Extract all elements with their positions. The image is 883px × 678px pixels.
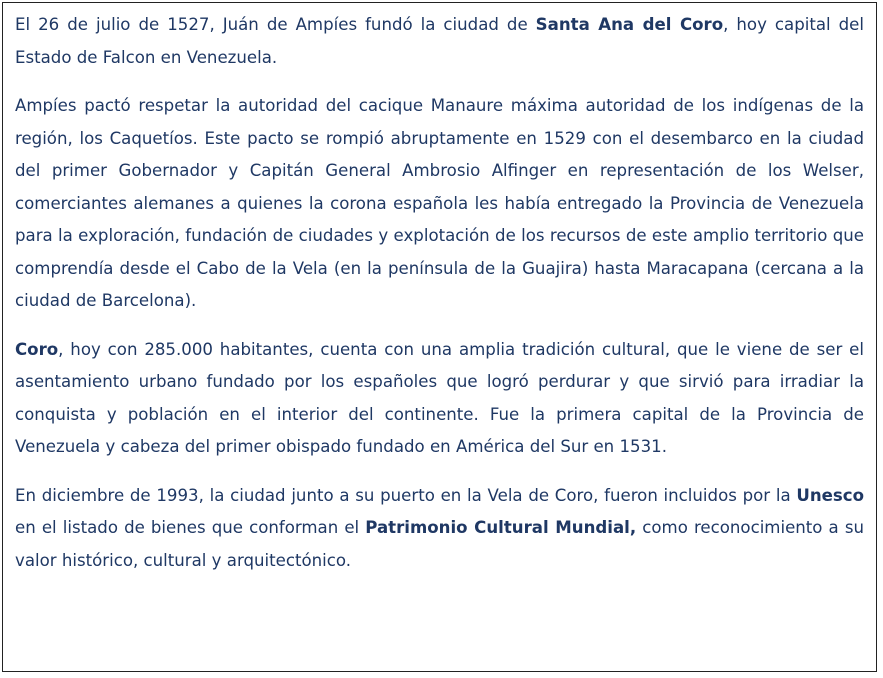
p1-text-2: , hoy capital del Estado de Falcon en Venezuela. xyxy=(15,15,864,67)
paragraph-pact xyxy=(15,90,864,318)
paragraph-coro xyxy=(15,334,864,464)
p1-bold-santa-ana: Santa Ana del Coro xyxy=(535,15,724,34)
p4-bold-patrimonio: Patrimonio Cultural Mundial, xyxy=(365,518,637,537)
text-frame xyxy=(2,2,877,672)
p3-bold-coro: Coro xyxy=(15,339,59,359)
paragraph-founding xyxy=(15,9,864,74)
p4-text-3: como reconocimiento a su valor histórico, cultural y arquitectónico. xyxy=(15,518,864,570)
p3-text-1: , hoy con 285.000 habitantes, cuenta con una amplia tradición cultural, que le viene de ser el asentamiento urbano fundado por los españoles que logró perdurar y que sirvió para irradiar la conquista y población en el interior del continente. Fue la primera capital de la Provincia de Venezuela y cabeza del primer obispado fundado en América del Sur en 1531. xyxy=(15,339,864,456)
paragraph-unesco xyxy=(15,480,864,578)
p4-text-1: En diciembre de 1993, la ciudad junto a su puerto en la Vela de Coro, fueron incluidos por la xyxy=(15,485,797,505)
p2-text-1: Ampíes pactó respetar la autoridad del cacique Manaure máxima autoridad de los indígenas de la región, los Caquetíos. Este pacto se rompió abruptamente en 1529 con el desembarco en la ciudad del primer Gobernador y Capitán General Ambrosio Alfinger en representación de los Welser, comerciantes alemanes a quienes la corona española les había entregado la Provincia de Venezuela para la exploración, fundación de ciudades y explotación de los recursos de este amplio territorio que comprendía desde el Cabo de la Vela (en la península de la Guajira) hasta Maracapana (cercana a la ciudad de Barcelona). xyxy=(15,96,864,310)
p1-text-1: El 26 de julio de 1527, Juán de Ampíes fundó la ciudad de xyxy=(15,15,536,34)
p4-text-2: en el listado de bienes que conforman el xyxy=(15,518,366,537)
p4-bold-unesco: Unesco xyxy=(796,485,864,505)
